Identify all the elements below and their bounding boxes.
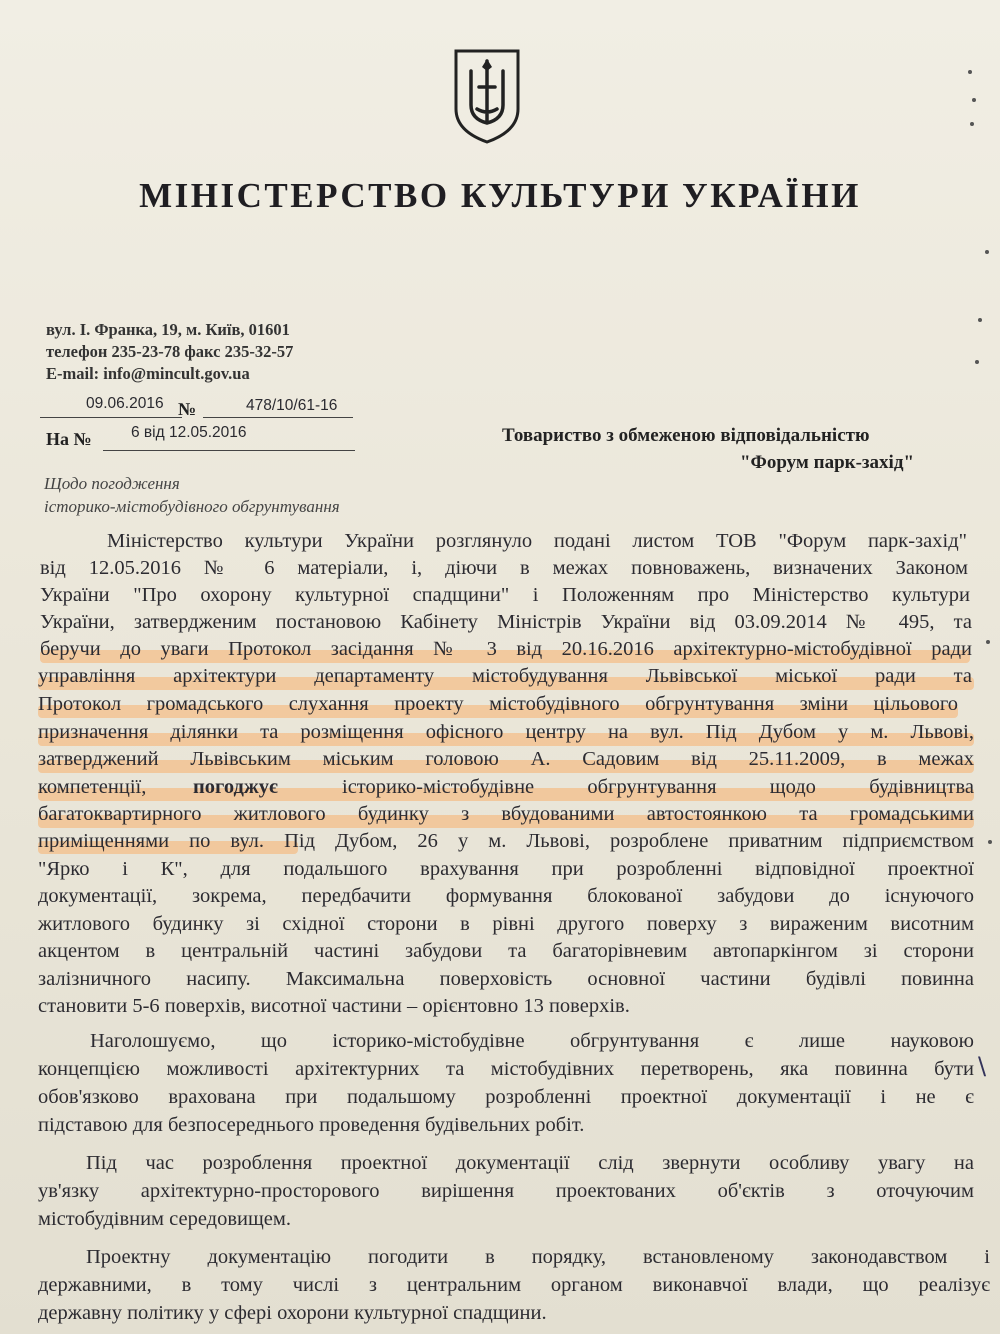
body-line: компетенції, bbox=[38, 776, 147, 798]
margin-dot bbox=[978, 318, 982, 322]
body-line: затверджений Львівським міським головою А. Садовим від 25.11.2009, в межах bbox=[38, 748, 974, 770]
body-line: підставою для безпосереднього проведення будівельних робіт. bbox=[38, 1114, 585, 1136]
body-line: ув'язку архітектурно-просторового вирішення проектованих об'єктів з оточуючим bbox=[38, 1180, 974, 1202]
margin-dot bbox=[972, 98, 976, 102]
body-line: Проектну документацію погодити в порядку, встановленому законодавством і bbox=[86, 1246, 990, 1268]
margin-dot bbox=[988, 840, 992, 844]
email-line: E-mail: info@mincult.gov.ua bbox=[46, 364, 250, 383]
body-line: Наголошуємо, що історико-містобудівне обгрунтування є лише науковою bbox=[90, 1030, 974, 1052]
coat-of-arms-icon bbox=[451, 47, 523, 145]
body-line: управління архітектури департаменту містобудування Львівської міської ради та bbox=[38, 665, 972, 687]
recipient-line-2: "Форум парк-захід" bbox=[740, 452, 914, 473]
body-line: багатоквартирного житлового будинку з вбудованими автостоянкою та громадськими bbox=[38, 803, 974, 825]
body-line: історико-містобудівне обгрунтування щодо будівництва bbox=[342, 776, 974, 798]
date-underline bbox=[40, 417, 182, 418]
body-line: становити 5-6 поверхів, висотної частини – орієнтовно 13 поверхів. bbox=[38, 995, 630, 1017]
margin-dot bbox=[968, 70, 972, 74]
address-line: вул. І. Франка, 19, м. Київ, 01601 bbox=[46, 320, 290, 339]
body-line: державну політику у сфері охорони культурної спадщини. bbox=[38, 1302, 547, 1324]
body-line: житлового будинку зі східної сторони в рівні другого поверху з вираженим висотним bbox=[38, 913, 974, 935]
subject-line-1: Щодо погодження bbox=[44, 474, 180, 493]
body-line: від 12.05.2016 № 6 матеріали, і, діючи в межах повноважень, визначених Законом bbox=[40, 557, 968, 579]
body-line: Міністерство культури України розглянуло подані листом ТОВ "Форум парк-захід" bbox=[107, 530, 967, 552]
incoming-underline bbox=[103, 450, 355, 451]
margin-dot bbox=[985, 250, 989, 254]
body-line: призначення ділянки та розміщення офісного центру на вул. Під Дубом у м. Львові, bbox=[38, 721, 974, 743]
margin-dot bbox=[986, 640, 990, 644]
pen-mark: \ bbox=[978, 1052, 987, 1080]
body-line: концепцією можливості архітектурних та містобудівних перетворень, яка повинна бути bbox=[38, 1058, 974, 1080]
body-line: "Ярко і К", для подальшого врахування при розробленні відповідної проектної bbox=[38, 858, 974, 880]
body-line: приміщеннями по вул. Під Дубом, 26 у м. Львові, розроблене приватним підприємством bbox=[38, 830, 974, 852]
body-line: України "Про охорону культурної спадщини" і Положенням про Міністерство культури bbox=[40, 584, 970, 606]
body-line: документації, зокрема, передбачити формування блокованої забудови до існуючого bbox=[38, 885, 974, 907]
body-line: державними, в тому числі з центральним органом виконавчої влади, що реалізує bbox=[38, 1274, 990, 1296]
incoming-label: На № bbox=[46, 429, 92, 449]
phone-line: телефон 235-23-78 факс 235-32-57 bbox=[46, 342, 294, 361]
ministry-title: МІНІСТЕРСТВО КУЛЬТУРИ УКРАЇНИ bbox=[139, 176, 861, 215]
recipient-line-1: Товариство з обмеженою відповідальністю bbox=[502, 425, 870, 446]
margin-dot bbox=[970, 122, 974, 126]
body-line: акцентом в центральній частині забудови та багаторівневим автопаркінгом зі сторони bbox=[38, 940, 974, 962]
outgoing-number: 478/10/61-16 bbox=[246, 397, 338, 414]
body-line: України, затвердженим постановою Кабінету Міністрів України від 03.09.2014 № 495, та bbox=[40, 611, 972, 633]
subject-line-2: історико-містобудівного обгрунтування bbox=[44, 497, 340, 516]
outgoing-date: 09.06.2016 bbox=[86, 395, 164, 412]
body-line: Під час розроблення проектної документації слід звернути особливу увагу на bbox=[86, 1152, 974, 1174]
body-line: містобудівним середовищем. bbox=[38, 1208, 291, 1230]
outgoing-number-label: № bbox=[178, 399, 197, 419]
number-underline bbox=[203, 417, 353, 418]
body-line-emphasis: погоджує bbox=[193, 776, 278, 798]
body-line: беручи до уваги Протокол засідання № 3 від 20.16.2016 архітектурно-містобудівної ради bbox=[40, 638, 972, 660]
body-line: обов'язково врахована при подальшому розробленні проектної документації і не є bbox=[38, 1086, 974, 1108]
incoming-value: 6 від 12.05.2016 bbox=[131, 424, 247, 441]
body-line: залізничного насипу. Максимальна поверховість основної частини будівлі повинна bbox=[38, 968, 974, 990]
body-line: Протокол громадського слухання проекту містобудівного обгрунтування зміни цільового bbox=[38, 693, 958, 715]
margin-dot bbox=[975, 360, 979, 364]
